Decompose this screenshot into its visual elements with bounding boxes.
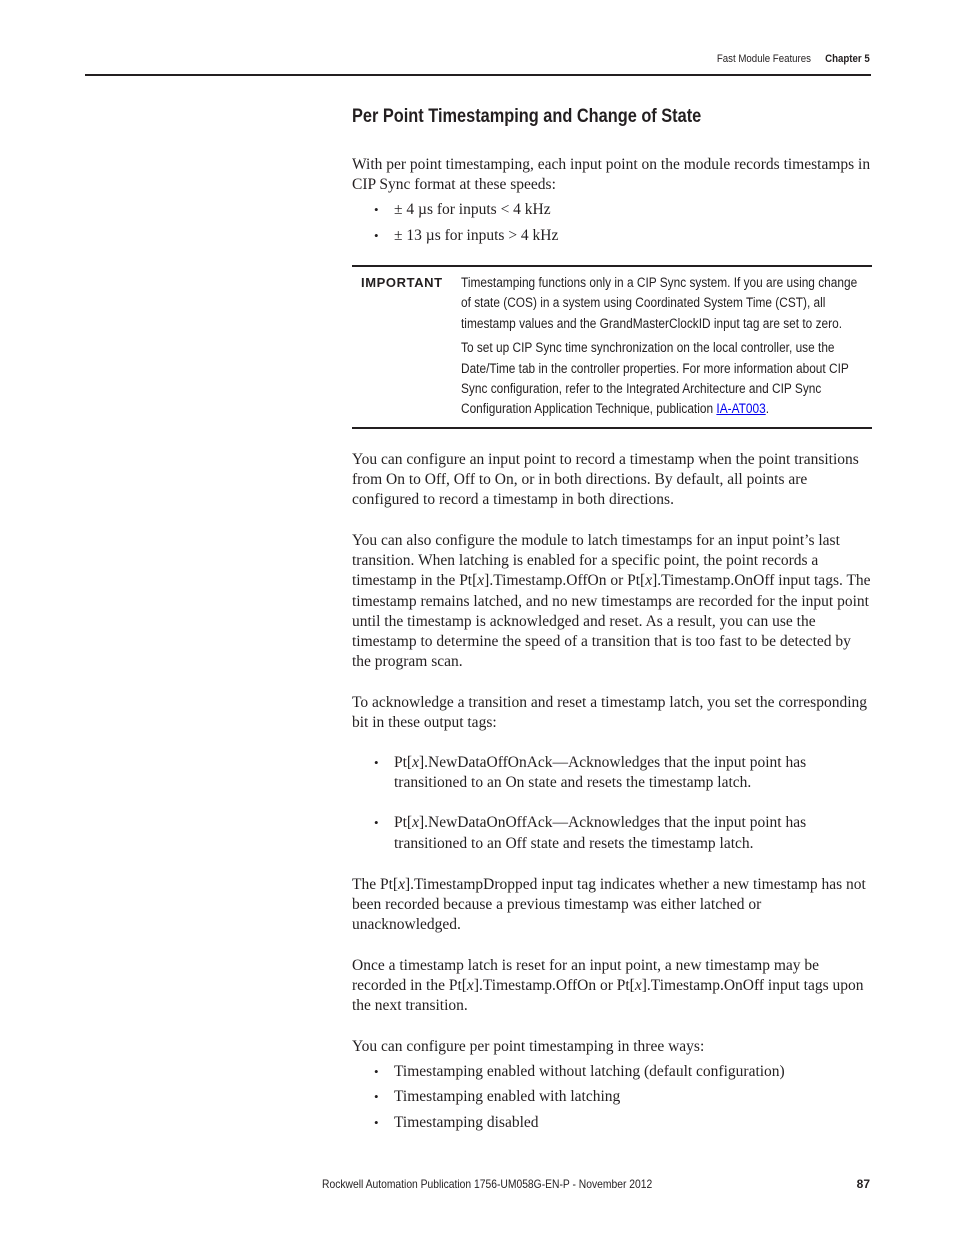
variable: x (477, 572, 485, 590)
list-item: • Timestamping enabled without latching (default configuration) (352, 1062, 872, 1082)
body-paragraph: To acknowledge a transition and reset a timestamp latch, you set the corresponding bit in these output tags: (352, 694, 867, 732)
text-run: Pt[ (394, 754, 413, 771)
header-section: Fast Module Features (717, 53, 812, 65)
body-paragraph (352, 875, 872, 936)
body-paragraph: You can configure per point timestamping in three ways: (352, 1038, 705, 1055)
section-title: Per Point Timestamping and Change of State (352, 106, 702, 127)
text-run: ].TimestampDropped input tag indicates whether a new timestamp has not been recorded because a previous timestamp was either latched or unacknowledged. (352, 876, 866, 934)
text-run: ].Timestamp.OnOff input tags. The timestamp remains latched, and no new timestamps are recorded for the input point until the timestamp is acknowledged and reset. As a result, you can use the timestamp to determine the speed of a transition that is too fast to be detected by the program scan. (352, 572, 871, 671)
ack-tags-block (352, 753, 872, 854)
ways-block (352, 1037, 872, 1138)
text-run: The Pt[ (352, 876, 399, 893)
publication-link[interactable]: IA-AT003 (716, 401, 766, 417)
list-item (352, 813, 872, 853)
body-paragraph-dropped-block (352, 875, 872, 936)
text-run: ].NewDataOffOnAck—Acknowledges that the input point has transitioned to an On state and resets the timestamp latch. (394, 754, 807, 792)
header-chapter: Chapter 5 (825, 53, 870, 65)
body-paragraph-reset-block (352, 956, 872, 1017)
body-paragraph-latch-block (352, 531, 872, 672)
text-run: ].Timestamp.OffOn or Pt[ (484, 572, 646, 590)
running-header (717, 53, 870, 65)
text-run: ].NewDataOnOffAck—Acknowledges that the input point has transitioned to an Off state and resets the timestamp latch. (394, 814, 807, 852)
important-label: IMPORTANT (361, 275, 443, 290)
list-item (352, 753, 872, 793)
list-item: • Timestamping enabled with latching (352, 1087, 872, 1107)
important-para-2-lead: To set up CIP Sync time synchronization on the local controller, use the Date/Time tab in the controller properties. For more information about CIP Sync configuration, refer to the Integrated Architecture and CIP Sync Configuration Application Technique, publication (461, 340, 849, 417)
text-run: You can also configure the module to latch timestamps for an input point’s last transition. When latching is enabled for a specific point, the point records a timestamp in the Pt[ (352, 532, 840, 590)
speed-list (352, 200, 872, 245)
intro-block (352, 155, 872, 246)
variable: x (645, 572, 653, 590)
body-paragraph-configure-block (352, 450, 872, 511)
footer-publication: Rockwell Automation Publication 1756-UM058G-EN-P - November 2012 (322, 1177, 653, 1191)
body-paragraph (352, 531, 872, 672)
list-item: • ± 4 µs for inputs < 4 kHz (352, 200, 872, 220)
variable: x (634, 977, 642, 995)
list-item: • ± 13 µs for inputs > 4 kHz (352, 226, 872, 246)
ways-list (352, 1062, 872, 1133)
body-paragraph-ack-block (352, 693, 872, 733)
text-run: ].Timestamp.OffOn or Pt[ (473, 977, 635, 995)
important-text (461, 273, 866, 420)
ack-tag-list (352, 753, 872, 854)
page-number: 87 (856, 1177, 870, 1191)
important-para-2-end: . (765, 401, 770, 417)
list-item: • Timestamping disabled (352, 1113, 872, 1133)
header-rule (85, 74, 871, 76)
variable: x (412, 814, 419, 832)
intro-paragraph: With per point timestamping, each input point on the module records timestamps in CIP Sync format at these speeds: (352, 156, 871, 194)
body-paragraph: You can configure an input point to record a timestamp when the point transitions from On to Off, Off to On, or in both directions. By default, all points are configured to record a timestamp in both directions. (352, 451, 859, 509)
text-run: Pt[ (394, 814, 413, 832)
body-paragraph (352, 956, 872, 1017)
text-run: ].Timestamp.OnOff input tags upon the next transition. (352, 977, 864, 1015)
important-para-1: Timestamping functions only in a CIP Sync system. If you are using change of state (COS) in a system using Coordinated System Time (CST), all timestamp values and the GrandMasterClockID input tag are set to zero. (461, 275, 858, 331)
important-para-2 (461, 338, 866, 420)
variable: x (412, 754, 419, 771)
text-run: Once a timestamp latch is reset for an input point, a new timestamp may be recorded in the Pt[ (352, 957, 820, 995)
variable: x (398, 876, 405, 893)
important-note (352, 265, 872, 429)
variable: x (466, 977, 474, 995)
